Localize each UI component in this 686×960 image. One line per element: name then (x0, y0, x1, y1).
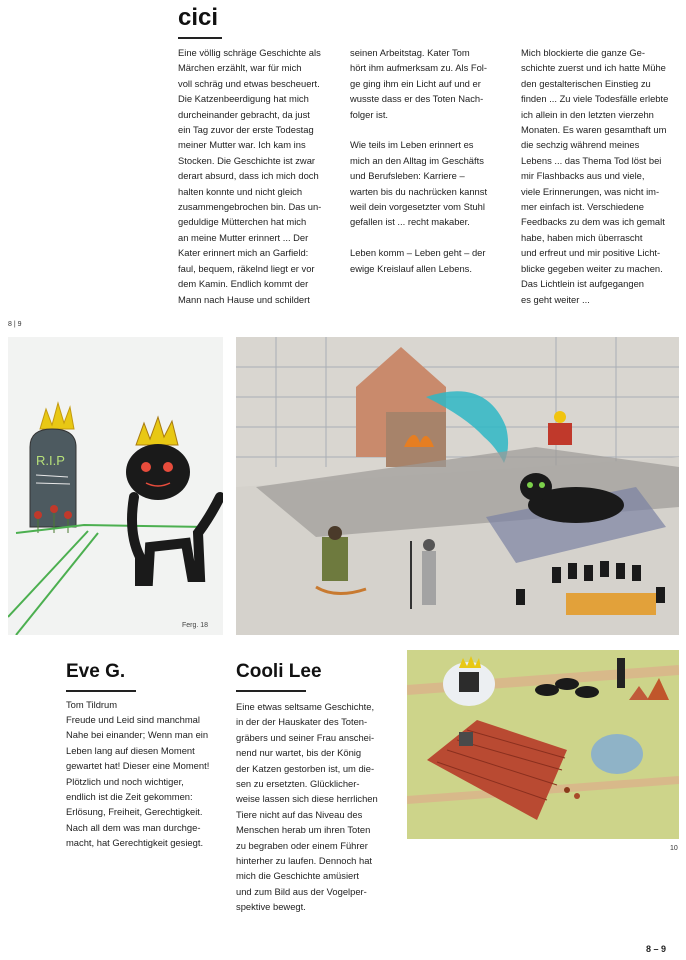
tombstone-text: R.I.P (36, 453, 65, 468)
text-column-3: Mich blockierte die ganze Ge- schichte zuerst und ich hatte Mühe den gestalterischen Einstieg zu finden ... Zu viele Todesfälle erlebte ich allein in den letzten vierzehn Monaten. Es waren gesamthaft um die sechzig während meines Lebens ... das Thema Tod löst bei mir Flashbacks aus und viele, viele Erinnerungen, was nicht im- mer einfach ist. Verschiedene Feedbacks zu dem was ich gemalt habe, haben mich überrascht und erfreut und mir positive Licht- blicke gegeben weiter zu machen. Das Lichtlein ist aufgegangen es geht weiter ... (521, 47, 669, 305)
author-underline (236, 690, 306, 692)
eve-subtitle: Tom Tildrum (66, 699, 118, 710)
cat-tombstone-drawing (8, 337, 223, 635)
page-number: 8 – 9 (646, 944, 667, 954)
author-name-eve: Eve G. (66, 661, 126, 682)
text-column-1: Eine völlig schräge Geschichte als Märchen erzählt, war für mich voll schräg und etwas bescheuert. Die Katzenbeerdigung hat mich durcheinander gebracht, da just ein Tag zuvor der erste Todestag meiner Mutter war. Ich kam ins Stocken. Die Geschichte ist zwar derart absurd, dass ich mich doch halten konnte und nicht gleich zusammengebrochen bin. Das un- geduldige Mütterchen hat mich an meine Mutter erinnert ... Der Kater erinnert mich an Garfield: faul, bequem, räkelnd liegt er vor dem Kamin. Endlich kommt der Mann nach Hause und schildert (178, 47, 322, 305)
author-underline (178, 37, 222, 39)
rooftop-birdseye-drawing (407, 650, 679, 839)
author-underline (66, 690, 136, 692)
cooli-text: Eine etwas seltsame Geschichte, in der der Hauskater des Toten- gräbers und seiner Frau anschei- nend nur wartet, bis der König der Katzen gestorben ist, um die- sen zu ersetzten. Glücklicher- weise lassen sich diese herrlichen Tiere nicht auf das Niveau des Menschen herab um ihren Toten zu begraben oder einem Führer hinterher zu laufen. Dennoch hat mich die Geschichte amüsiert und zum Bild aus der Vogelper- spektive bewegt. (236, 701, 378, 913)
drawing-signature: Ferg. 18 (182, 622, 209, 629)
eve-text: Freude und Leid sind manchmal Nahe bei einander; Wenn man ein Leben lang auf diesen Moment gewartet hat! Dieser eine Moment! Plötzlich und noch wichtiger, endlich ist die Zeit gekommen: Erlösung, Freiheit, Gerechtigkeit. Nach all dem was man durchge- macht, hat Gerechtigkeit gesiegt. (66, 714, 210, 849)
author-name-cooli: Cooli Lee (236, 661, 322, 682)
author-name-cici: cici (178, 4, 219, 31)
image-caption-10: 10 (670, 845, 678, 852)
image-caption-8-9: 8 | 9 (8, 321, 22, 328)
fireplace-cat-drawing (236, 337, 679, 635)
text-column-2: seinen Arbeitstag. Kater Tom hört ihm aufmerksam zu. Als Fol- ge ging ihm ein Licht auf und er wusste dass er des Toten Nach- folger ist. Wie teils im Leben erinnert es mich an den Alltag im Geschäfts und Berufsleben: Karriere – warten bis du nachrücken kannst weil dein vorgesetzter vom Stuhl gefallen ist ... recht makaber. Leben komm – Leben geht – der ewige Kreislauf allen Lebens. (350, 47, 488, 274)
